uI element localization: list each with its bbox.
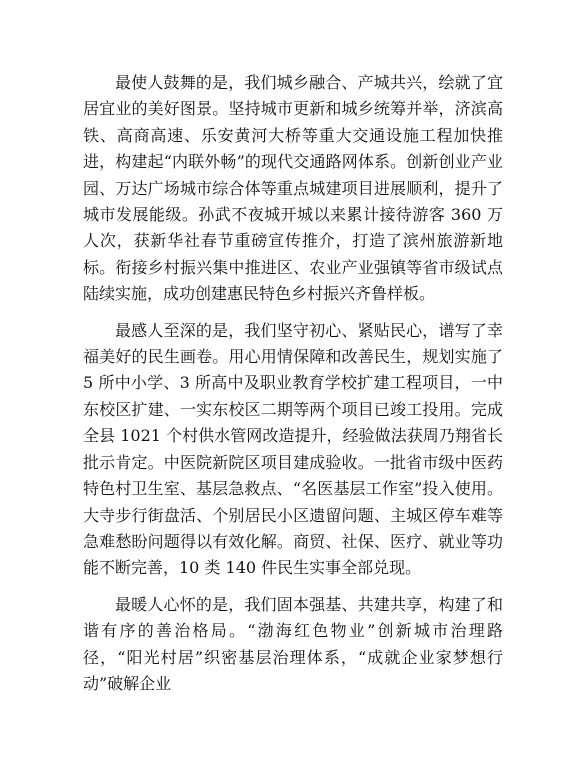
document-body bbox=[83, 70, 503, 697]
paragraph-governance: 最暖人心怀的是，我们固本强基、共建共享，构建了和谐有序的善治格局。“渤海红色物业”创新城市治理路径，“阳光村居”织密基层治理体系，“成就企业家梦想行动”破解企业 bbox=[83, 594, 503, 693]
paragraph-livelihood: 最感人至深的是，我们坚守初心、紧贴民心，谱写了幸福美好的民生画卷。用心用情保障和改善民生，规划实施了 5 所中小学、3 所高中及职业教育学校扩建工程项目，一中东校区扩建、一实东校区二期等两个项目已竣工投用。完成全县 1021 个村供水管网改造提升，经验做法获周乃翔省长批示肯定。中医院新院区项目建成验收。一批省市级中医药特色村卫生室、基层急救点、“名医基层工作室”投入使用。大寺步行街盘活、个别居民小区遗留问题、主城区停车难等急难愁盼问题得以有效化解。商贸、社保、医疗、就业等功能不断完善，10 类 140 件民生实事全部兑现。 bbox=[83, 320, 503, 578]
paragraph-urban-rural: 最使人鼓舞的是，我们城乡融合、产城共兴，绘就了宜居宜业的美好图景。坚持城市更新和城乡统筹并举，济滨高铁、高商高速、乐安黄河大桥等重大交通设施工程加快推进，构建起“内联外畅”的现代交通路网体系。创新创业产业园、万达广场城市综合体等重点城建项目进展顺利，提升了城市发展能级。孙武不夜城开城以来累计接待游客 360 万人次，获新华社春节重磅宣传推介，打造了滨州旅游新地标。衔接乡村振兴集中推进区、农业产业强镇等省市级试点陆续实施，成功创建惠民特色乡村振兴齐鲁样板。 bbox=[83, 73, 503, 304]
